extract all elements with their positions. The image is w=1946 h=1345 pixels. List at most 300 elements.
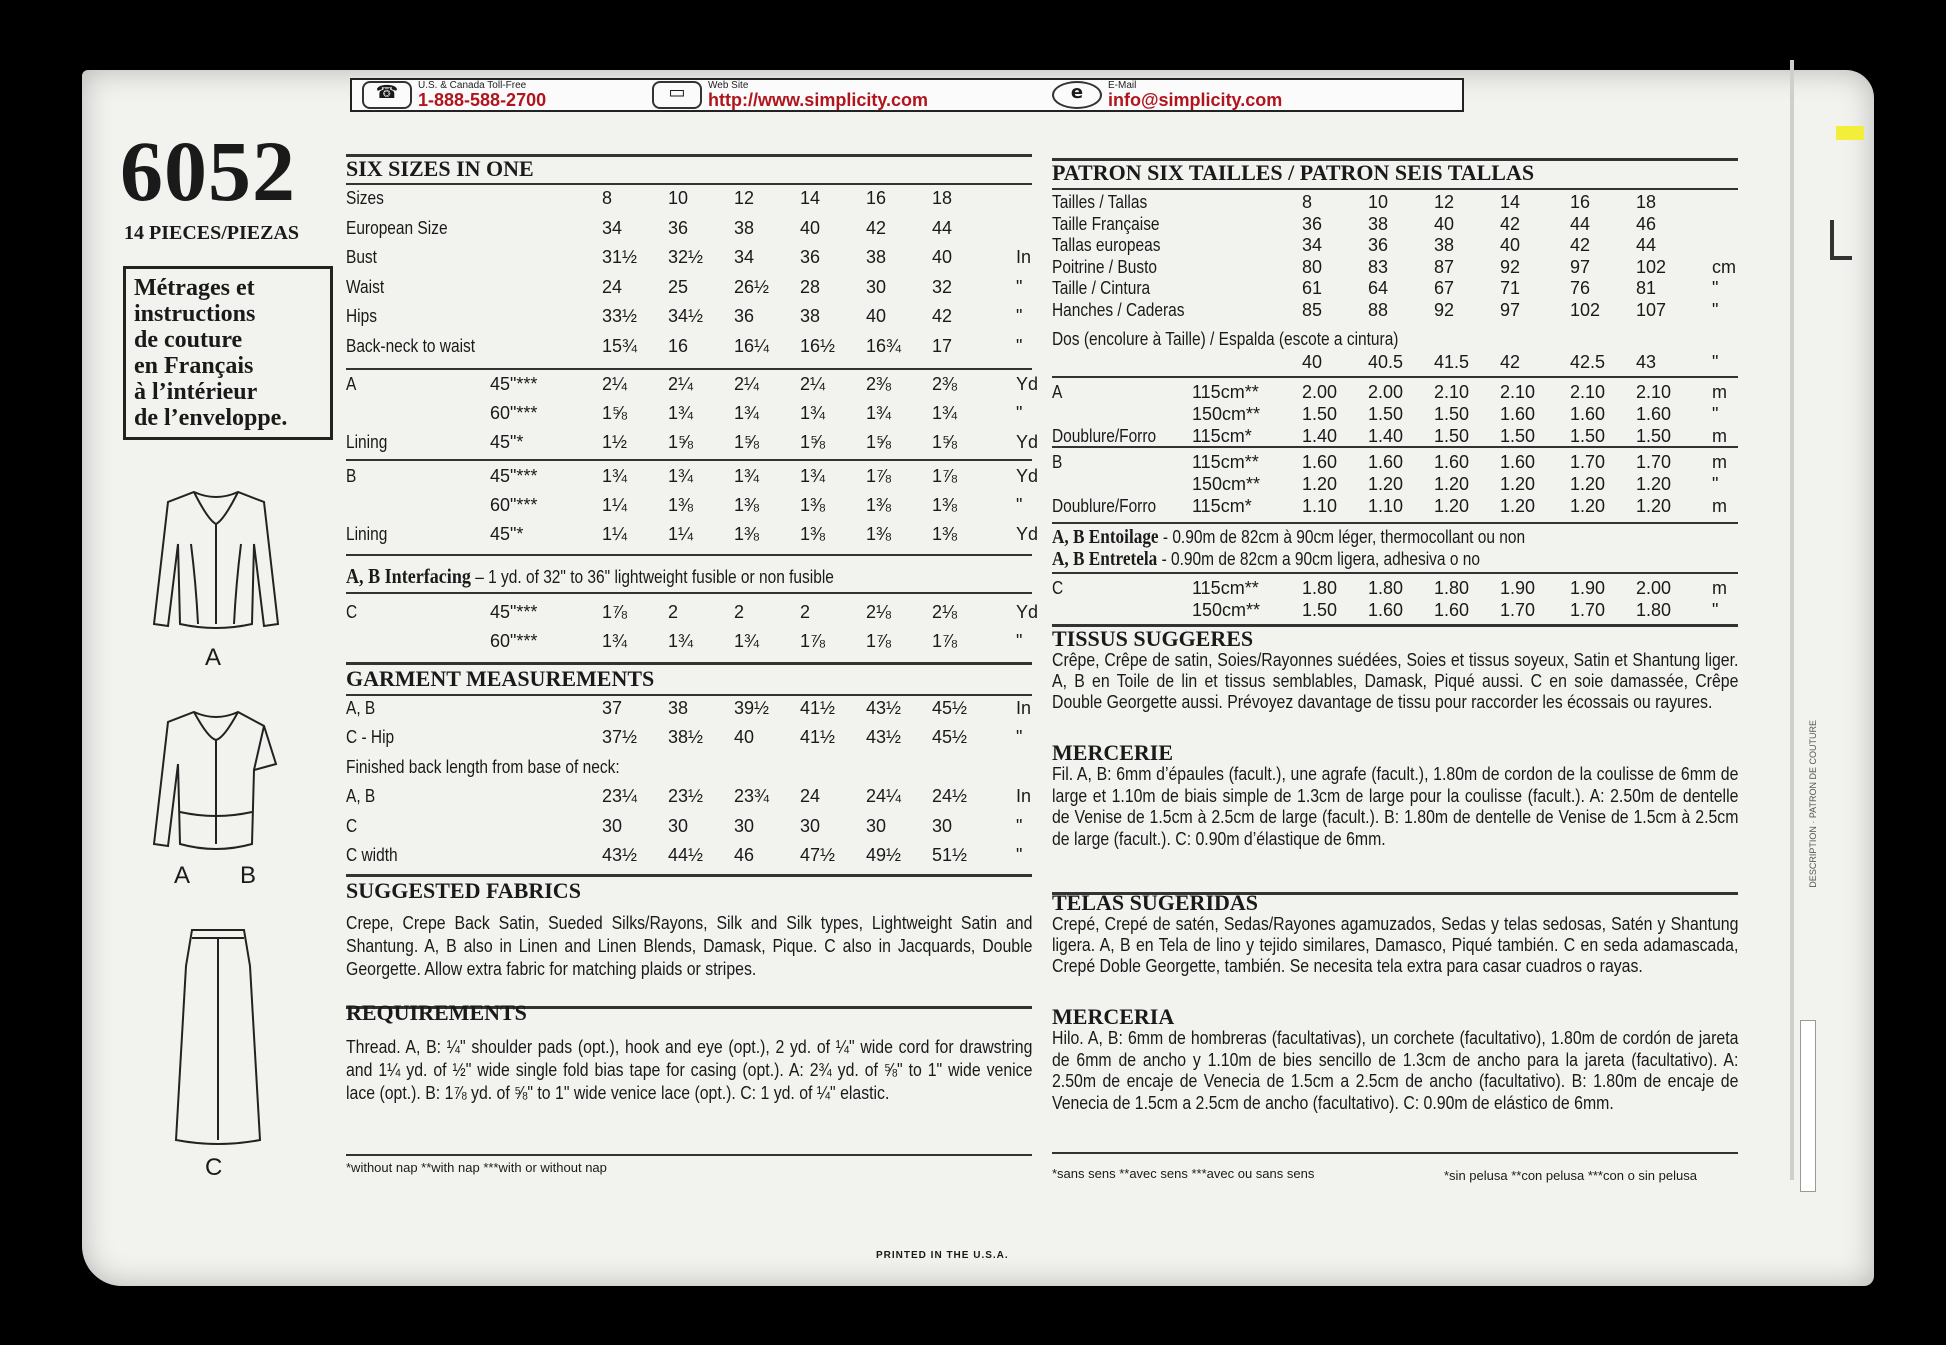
size-value: 2.00 [1302, 382, 1338, 402]
size-value: 32½ [668, 247, 704, 267]
sketch-view-c-skirt [168, 926, 268, 1146]
row-label: A, B [346, 698, 376, 718]
size-value: 1¾ [866, 403, 892, 423]
section-rule [346, 554, 1032, 556]
size-value: 1.80 [1302, 578, 1338, 598]
row-label: A [1052, 382, 1063, 402]
size-value: 44 [1636, 235, 1657, 255]
size-value: 14 [800, 188, 821, 208]
fabric-width: 60"*** [490, 631, 538, 651]
size-value: 83 [1368, 256, 1389, 277]
size-value: 40 [1302, 352, 1323, 372]
size-value: 67 [1434, 278, 1455, 298]
side-label-box [1800, 1020, 1816, 1192]
section-title: MERCERIE [1052, 740, 1174, 765]
size-value: 23¼ [602, 786, 638, 806]
envelope-flap-edge [1790, 60, 1794, 1180]
unit-label: " [1712, 299, 1719, 320]
unit-label: " [1016, 631, 1023, 651]
size-value: 25 [668, 276, 689, 297]
entoilage-line-text: - 0.90m de 82cm à 90cm léger, thermocollant ou non [1158, 527, 1526, 547]
section-rule [346, 1154, 1032, 1156]
size-value: 1.60 [1570, 404, 1606, 424]
email-icon: e [1052, 81, 1102, 109]
email-label: E-Mail [1108, 80, 1137, 91]
size-value: 14 [1500, 192, 1521, 212]
phone-number[interactable]: 1-888-588-2700 [418, 90, 547, 110]
size-value: 16 [668, 335, 689, 356]
size-value: 40 [1500, 235, 1521, 255]
email-link[interactable]: info@simplicity.com [1108, 90, 1283, 110]
size-value: 15¾ [602, 335, 638, 356]
section-rule [346, 694, 1032, 696]
size-value: 16¾ [866, 335, 902, 356]
size-value: 1⅜ [866, 495, 892, 515]
row-label: Sizes [346, 188, 384, 208]
size-value: 42 [1500, 213, 1521, 234]
sketch-label: B [240, 862, 257, 889]
section-rule [346, 183, 1032, 185]
unit-label: In [1016, 786, 1032, 806]
size-value: 16½ [800, 335, 836, 356]
row-label: Hanches / Caderas [1052, 299, 1185, 320]
size-value: 2⅛ [932, 602, 958, 622]
section-title: GARMENT MEASUREMENTS [346, 666, 655, 691]
size-value: 39½ [734, 698, 770, 718]
size-value: 1.20 [1500, 474, 1536, 494]
size-value: 1.20 [1434, 496, 1470, 516]
size-value: 2⅜ [866, 374, 892, 394]
size-value: 45½ [932, 698, 968, 718]
size-value: 24¼ [866, 786, 902, 806]
size-value: 30 [932, 815, 953, 836]
size-value: 47½ [800, 845, 836, 865]
section-title: TISSUS SUGGERES [1052, 626, 1254, 651]
sketch-label: C [205, 1154, 223, 1181]
unit-label: Yd [1016, 432, 1039, 452]
mercerie-text: Fil. A, B: 6mm d’épaules (facult.), une agrafe (facult.), 1.80m de cordon de la coulisse de 6mm de large et 1.10m de biais simple de 1.3cm de large pour la coulisse (facult.). A: 2.50m de dentelle de Venise de 1.5cm à 2.5cm de large (facult.). B: 1.80m de dentelle de Venise de 1.5cm à 2.5cm de large (facult.). C: 0.90m d’élastique de 6mm. [1052, 764, 1739, 849]
size-value: 24 [602, 276, 623, 297]
size-value: 42.5 [1570, 352, 1606, 372]
size-value: 87 [1434, 256, 1455, 277]
size-value: 2 [800, 602, 811, 622]
size-value: 10 [1368, 192, 1389, 212]
size-value: 1⅜ [932, 495, 958, 515]
size-value: 1⅞ [866, 631, 892, 651]
size-value: 34 [1302, 235, 1323, 255]
unit-label: cm [1712, 256, 1736, 277]
section-rule [1052, 522, 1738, 524]
size-value: 1.60 [1636, 404, 1672, 424]
size-value: 1.70 [1636, 452, 1672, 472]
size-value: 30 [734, 815, 755, 836]
size-value: 42 [1500, 352, 1521, 372]
size-value: 38 [734, 217, 755, 238]
merceria-text: Hilo. A, B: 6mm de hombreras (facultativas), un corchete (facultativo), 1.80m de cordón de jareta de 6mm de ancho y 1.10m de bies sencillo de 1.3cm de ancho para la jareta (facultativo). A: 2.50m de encaje de Venecia de 1.5cm a 2.5cm de ancho (facultativo). B: 1.80m de encaje de Venecia de 1.5cm a 2.5cm de ancho (facultativo). C: 0.90m de elástico de 6mm. [1052, 1028, 1739, 1113]
entretela-line-text: - 0.90m de 82cm a 90cm ligera, adhesiva o no [1157, 549, 1480, 569]
fabric-width: 150cm** [1192, 404, 1261, 424]
size-value: 1¾ [602, 466, 628, 486]
size-value: 30 [866, 815, 887, 836]
unit-label: Yd [1016, 602, 1039, 622]
fabric-width: 150cm** [1192, 600, 1261, 620]
size-value: 107 [1636, 299, 1667, 320]
size-value: 1.60 [1434, 452, 1470, 472]
french-note-line: en Français [134, 353, 254, 379]
size-value: 1.70 [1570, 452, 1606, 472]
size-value: 43 [1636, 352, 1657, 372]
size-value: 10 [668, 188, 689, 208]
row-label: B [1052, 452, 1063, 472]
size-value: 92 [1500, 256, 1521, 277]
size-value: 1⅞ [866, 466, 892, 486]
size-value: 41½ [800, 698, 836, 718]
fabric-width: 115cm* [1192, 496, 1252, 516]
section-title: REQUIREMENTS [346, 1000, 527, 1025]
fabric-width: 45"*** [490, 466, 538, 486]
size-value: 28 [800, 276, 821, 297]
row-label: Lining [346, 524, 388, 544]
size-value: 2 [734, 602, 745, 622]
row-label: Back-neck to waist [346, 335, 476, 356]
size-value: 1⅜ [866, 524, 892, 544]
size-value: 34½ [668, 306, 704, 326]
row-label: Doublure/Forro [1052, 496, 1157, 516]
row-label: Tallas europeas [1052, 235, 1161, 255]
unit-label: m [1712, 496, 1727, 516]
size-value: 40 [734, 727, 755, 747]
size-value: 1⅜ [800, 524, 826, 544]
size-value: 1.70 [1570, 600, 1606, 620]
size-value: 36 [668, 217, 689, 238]
size-value: 12 [1434, 192, 1455, 212]
french-note-line: instructions [134, 301, 256, 327]
unit-label: Yd [1016, 524, 1039, 544]
size-value: 36 [734, 306, 755, 326]
fabric-width: 115cm** [1192, 382, 1259, 402]
row-label: Taille / Cintura [1052, 278, 1151, 298]
size-value: 1.90 [1500, 578, 1536, 598]
printed-in: PRINTED IN THE U.S.A. [876, 1250, 1009, 1261]
size-value: 2.10 [1434, 382, 1470, 402]
size-value: 1¾ [668, 466, 694, 486]
size-value: 1.50 [1368, 404, 1404, 424]
size-value: 43½ [866, 727, 902, 747]
size-value: 1.50 [1434, 404, 1470, 424]
size-value: 1⅜ [734, 524, 760, 544]
size-value: 1¾ [668, 403, 694, 423]
size-value: 41½ [800, 727, 836, 747]
size-value: 1.50 [1302, 600, 1338, 620]
section-title: PATRON SIX TAILLES / PATRON SEIS TALLAS [1052, 160, 1535, 185]
requirements-text: Thread. A, B: ¼" shoulder pads (opt.), hook and eye (opt.), 2 yd. of ¼" wide cord for drawstring and 1¼ yd. of ½" wide single fold bias tape for casing (opt.). A: 2¾ yd. of ⅝" to 1" wide venice lace (opt.). B: 1⅞ yd. of ⅝" to 1" wide venice lace (opt.). C: 1 yd. of ¼" elastic. [346, 1037, 1033, 1103]
corner-mark [1830, 220, 1852, 260]
back-length-label: Dos (encolure à Taille) / Espalda (escote a cintura) [1052, 329, 1399, 349]
section-title: TELAS SUGERIDAS [1052, 890, 1259, 915]
section-rule [1052, 188, 1738, 190]
size-value: 16 [1570, 192, 1591, 212]
size-value: 1⅝ [602, 403, 628, 423]
size-value: 1⅝ [734, 432, 760, 452]
size-value: 1.90 [1570, 578, 1606, 598]
size-value: 37½ [602, 727, 638, 747]
unit-label: Yd [1016, 374, 1039, 394]
english-section [346, 150, 1039, 1180]
fabric-width: 60"*** [490, 403, 538, 423]
section-rule [346, 459, 1032, 461]
size-value: 43½ [866, 698, 902, 718]
fabric-width: 60"*** [490, 495, 538, 515]
unit-label: m [1712, 426, 1727, 446]
row-label: C [346, 602, 358, 622]
unit-label: Yd [1016, 466, 1039, 486]
size-value: 1.80 [1368, 578, 1404, 598]
size-value: 40.5 [1368, 352, 1404, 372]
size-value: 1¾ [800, 403, 826, 423]
size-value: 1¾ [668, 631, 694, 651]
size-value: 1.40 [1302, 426, 1338, 446]
size-value: 1¾ [734, 631, 760, 651]
size-value: 2.00 [1368, 382, 1404, 402]
pieces-count: 14 PIECES/PIEZAS [124, 222, 300, 244]
size-value: 36 [1368, 235, 1389, 255]
size-value: 2.10 [1500, 382, 1536, 402]
size-value: 1.20 [1570, 496, 1606, 516]
size-value: 40 [800, 217, 821, 238]
size-value: 1¼ [668, 524, 694, 544]
row-label: Waist [346, 276, 385, 297]
size-value: 33½ [602, 306, 638, 326]
size-value: 18 [1636, 192, 1657, 212]
size-value: 42 [866, 217, 887, 238]
size-value: 44½ [668, 845, 704, 865]
fabrics-text: Crepe, Crepe Back Satin, Sueded Silks/Rayons, Silk and Silk types, Lightweight Satin and Shantung. A, B also in Linen and Linen Blends, Damask, Pique. C also in Jacquards, Double Georgette. Allow extra fabric for matching plaids or stripes. [346, 913, 1033, 979]
section-title: SIX SIZES IN ONE [346, 156, 534, 181]
size-value: 1⅜ [800, 495, 826, 515]
french-note-line: à l’intérieur [134, 379, 258, 405]
size-value: 92 [1434, 299, 1455, 320]
sketch-label: A [205, 644, 222, 671]
size-value: 71 [1500, 278, 1521, 298]
size-value: 30 [668, 815, 689, 836]
section-rule [1052, 446, 1738, 448]
size-value: 37 [602, 698, 623, 718]
french-note-line: Métrages et [134, 275, 255, 301]
size-value: 1¾ [734, 466, 760, 486]
size-value: 24 [800, 786, 821, 806]
phone-icon: ☎ [362, 81, 412, 109]
size-value: 40 [1434, 213, 1455, 234]
size-value: 1⅞ [800, 631, 826, 651]
section-rule [346, 592, 1032, 594]
size-value: 1.20 [1302, 474, 1338, 494]
size-value: 61 [1302, 278, 1323, 298]
size-value: 38 [668, 698, 689, 718]
size-value: 43½ [602, 845, 638, 865]
computer-icon: ▭ [652, 81, 702, 109]
fabric-width: 45"*** [490, 602, 538, 622]
size-value: 1⅞ [602, 602, 628, 622]
entoilage-line-title: A, B Entoilage [1052, 526, 1159, 548]
fabric-width: 45"* [490, 524, 524, 544]
size-value: 1¾ [800, 466, 826, 486]
sketch-view-a-jacket [146, 484, 286, 634]
row-label: European Size [346, 217, 448, 238]
size-value: 2.10 [1570, 382, 1606, 402]
row-label: B [346, 466, 357, 486]
section-title: SUGGESTED FABRICS [346, 878, 581, 903]
unit-label: In [1016, 698, 1032, 718]
sketch-views-a-b [146, 704, 286, 854]
fabric-width: 115cm** [1192, 452, 1259, 472]
size-value: 44 [1570, 213, 1591, 234]
section-rule [1052, 1152, 1738, 1154]
size-value: 31½ [602, 247, 638, 267]
size-value: 23¾ [734, 786, 770, 806]
size-value: 2¼ [602, 374, 628, 394]
telas-text: Crepé, Crepé de satén, Sedas/Rayones agamuzados, Sedas y telas sedosas, Satén y Shantung ligera. A, B en Tela de lino y tejido similares, Damasco, Piqué también. C en seda adamascada, Crepé Doble Georgette, también. Se necesita tela extra para casar cuadros o rayas. [1052, 914, 1739, 976]
size-value: 40 [932, 247, 953, 267]
unit-label: " [1016, 403, 1023, 423]
unit-label: " [1016, 727, 1023, 747]
row-label: Tailles / Tallas [1052, 192, 1148, 212]
size-value: 2.10 [1636, 382, 1672, 402]
row-label: Hips [346, 306, 377, 326]
footnote: *sin pelusa **con pelusa ***con o sin pelusa [1444, 1168, 1697, 1183]
size-value: 40 [866, 306, 887, 326]
size-value: 1¾ [734, 403, 760, 423]
unit-label: In [1016, 247, 1032, 267]
size-value: 8 [602, 188, 613, 208]
size-value: 51½ [932, 845, 968, 865]
unit-label: " [1016, 276, 1023, 297]
unit-label: " [1016, 335, 1023, 356]
row-label: C [346, 815, 358, 836]
size-value: 42 [1570, 235, 1591, 255]
size-value: 38 [866, 247, 887, 267]
size-value: 102 [1636, 256, 1667, 277]
row-label: A, B [346, 786, 376, 806]
size-value: 1.50 [1302, 404, 1338, 424]
size-value: 102 [1570, 299, 1601, 320]
size-value: 30 [602, 815, 623, 836]
size-value: 97 [1570, 256, 1591, 277]
french-note-line: de l’enveloppe. [134, 405, 288, 431]
size-value: 1.60 [1302, 452, 1338, 472]
size-value: 1.20 [1636, 474, 1672, 494]
size-value: 16¼ [734, 335, 770, 356]
size-value: 30 [866, 276, 887, 297]
sketch-label: A [174, 862, 191, 889]
size-value: 1⅜ [668, 495, 694, 515]
unit-label: " [1712, 474, 1719, 494]
size-value: 1.80 [1434, 578, 1470, 598]
interfacing-text: – 1 yd. of 32" to 36" lightweight fusible or non fusible [470, 567, 834, 587]
finished-length-label: Finished back length from base of neck: [346, 757, 620, 777]
size-value: 1⅝ [932, 432, 958, 452]
size-value: 32 [932, 276, 953, 297]
size-value: 26½ [734, 276, 770, 297]
size-value: 1⅞ [932, 631, 958, 651]
size-value: 38 [1368, 213, 1389, 234]
size-value: 1⅜ [734, 495, 760, 515]
pattern-number: 6052 [120, 123, 296, 219]
fabric-width: 115cm* [1192, 426, 1252, 446]
size-value: 2⅛ [866, 602, 892, 622]
size-value: 1⅝ [668, 432, 694, 452]
size-value: 36 [800, 247, 821, 267]
size-value: 1¾ [932, 403, 958, 423]
size-value: 1.20 [1500, 496, 1536, 516]
size-value: 16 [866, 188, 887, 208]
size-value: 38½ [668, 727, 704, 747]
unit-label: " [1016, 495, 1023, 515]
size-value: 44 [932, 217, 953, 238]
size-value: 2.00 [1636, 578, 1672, 598]
size-value: 2⅜ [932, 374, 958, 394]
yellow-tab [1836, 126, 1864, 140]
size-value: 1.20 [1636, 496, 1672, 516]
phone-label: U.S. & Canada Toll-Free [418, 80, 527, 91]
size-value: 12 [734, 188, 755, 208]
entretela-line [1052, 548, 1480, 571]
size-value: 24½ [932, 786, 968, 806]
size-value: 80 [1302, 256, 1323, 277]
size-value: 41.5 [1434, 352, 1470, 372]
size-value: 1.60 [1368, 452, 1404, 472]
unit-label: " [1712, 404, 1719, 424]
size-value: 1.50 [1570, 426, 1606, 446]
size-value: 45½ [932, 727, 968, 747]
unit-label: m [1712, 578, 1727, 598]
french-note-line: de couture [134, 327, 243, 353]
unit-label: " [1712, 600, 1719, 620]
size-value: 18 [932, 188, 953, 208]
size-value: 1⅝ [800, 432, 826, 452]
size-value: 30 [800, 815, 821, 836]
unit-label: m [1712, 452, 1727, 472]
size-value: 23½ [668, 786, 704, 806]
size-value: 1.10 [1302, 496, 1338, 516]
size-value: 36 [1302, 213, 1323, 234]
interfacing-line [346, 564, 834, 589]
web-link[interactable]: http://www.simplicity.com [708, 90, 929, 110]
size-value: 1¼ [602, 524, 628, 544]
size-value: 1½ [602, 432, 628, 452]
row-label: C - Hip [346, 727, 395, 747]
side-text: DESCRIPTION · PATRON DE COUTURE [1808, 720, 1818, 888]
entoilage-line [1052, 526, 1525, 549]
size-value: 42 [932, 306, 953, 326]
size-value: 1.60 [1500, 452, 1536, 472]
size-value: 34 [734, 247, 755, 267]
unit-label: " [1712, 278, 1719, 298]
size-value: 1.20 [1434, 474, 1470, 494]
size-value: 49½ [866, 845, 902, 865]
size-value: 34 [602, 217, 623, 238]
fabric-width: 45"*** [490, 374, 538, 394]
size-value: 1⅜ [932, 524, 958, 544]
row-label: Lining [346, 432, 388, 452]
row-label: C [1052, 578, 1064, 598]
size-value: 88 [1368, 299, 1389, 320]
size-value: 2 [668, 602, 679, 622]
section-rule [346, 662, 1032, 665]
size-value: 46 [1636, 213, 1657, 234]
footnote: *without nap **with nap ***with or without nap [346, 1160, 607, 1175]
french-spanish-section [1052, 158, 1738, 1188]
size-value: 1.50 [1434, 426, 1470, 446]
